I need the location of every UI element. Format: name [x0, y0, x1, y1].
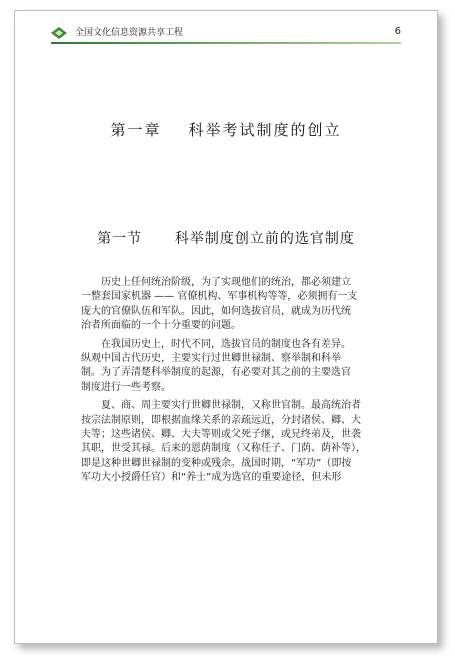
page-number: 6 [394, 26, 401, 37]
paragraph-1 [81, 276, 403, 334]
header-rule [51, 42, 401, 44]
text-line: 即是这种世卿世禄制的变种或残余。战国时期，“军功”（即按 [81, 457, 352, 469]
text-line: 一整套国家机器 —— 官僚机构、军事机构等等，必须拥有一支 [81, 291, 358, 303]
text-line: 制。为了弄清楚科举制度的起源，有必要对其之前的主要选官 [81, 367, 351, 379]
text-line: 在我国历史上，时代不同，选拔官员的制度也各有差异。 [101, 338, 351, 350]
text-line: 纵观中国古代历史，主要实行过世卿世禄制、察举制和科举 [81, 353, 341, 365]
text-line: 夫等；这些诸侯、卿、大夫等则或父死子继，或兄终弟及，世袭 [81, 429, 361, 441]
header-title: 全国文化信息资源共享工程 [75, 28, 184, 38]
text-line: 治者所面临的一个十分重要的问题。 [81, 320, 241, 332]
text-line: 夏、商、周主要实行世卿世禄制，又称世官制。最高统治者 [101, 400, 361, 412]
text-line: 军功大小授爵任官）和“养士”成为选官的重要途径，但未形 [81, 472, 342, 484]
section-title: 第一节 科举制度创立前的选官制度 [97, 231, 355, 247]
page-header [51, 24, 401, 44]
body-text [81, 276, 403, 490]
green-diamond-logo-icon [51, 27, 67, 39]
paragraph-2 [81, 338, 403, 396]
text-line: 按宗法制原则，即根据血缘关系的亲疏远近，分封诸侯、卿、大 [81, 414, 361, 426]
paragraph-3 [81, 399, 403, 485]
text-line: 历史上任何统治阶级，为了实现他们的统治，都必须建立 [101, 277, 351, 288]
chapter-title: 第一章 科举考试制度的创立 [110, 121, 342, 139]
text-line: 制度进行一些考察。 [81, 381, 171, 393]
text-line: 其职，世受其禄。后来的恩荫制度（又称任子、门荫、荫补等）， [81, 443, 366, 455]
document-page [14, 10, 438, 644]
text-line: 庞大的官僚队伍和军队。因此，如何选拔官员，就成为历代统 [81, 305, 351, 317]
